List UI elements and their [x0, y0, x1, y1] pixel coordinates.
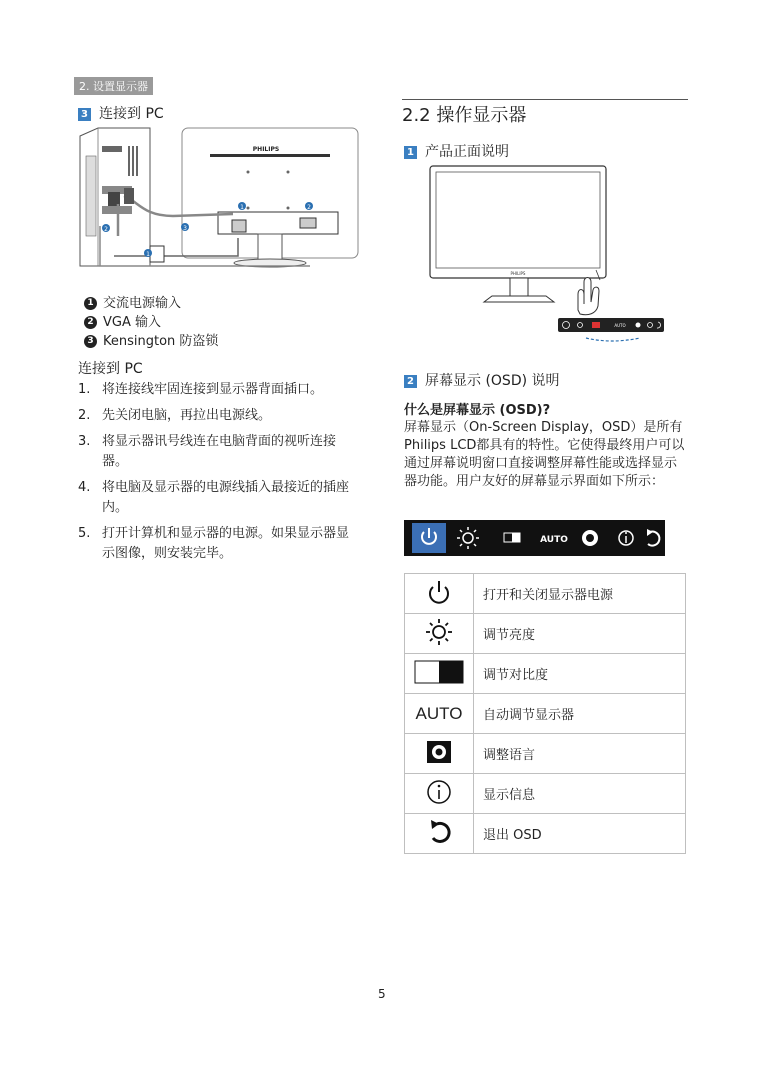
auto-icon: AUTO — [405, 694, 474, 734]
section-number-badge: 3 — [78, 108, 91, 121]
legend-number: 2 — [84, 316, 97, 329]
brightness-icon — [405, 614, 474, 654]
legend-label: 交流电源输入 — [103, 296, 182, 311]
page-title: 2.2 操作显示器 — [402, 105, 527, 126]
step-number: 3. — [78, 434, 91, 449]
step-number: 5. — [78, 526, 91, 541]
table-row — [405, 734, 686, 774]
page-number: 5 — [378, 987, 386, 1001]
section-title: 屏幕显示 (OSD) 说明 — [425, 373, 560, 389]
osd-function-table — [404, 573, 686, 854]
step-text: 先关闭电脑，再拉出电源线。 — [102, 408, 272, 423]
language-icon — [405, 734, 474, 774]
osd-function-label: 调节亮度 — [474, 614, 686, 654]
osd-bar-auto: AUTO — [540, 535, 568, 545]
info-icon — [405, 774, 474, 814]
step-item — [78, 380, 357, 400]
monitor-brand: PHILIPS — [510, 271, 526, 276]
legend-item — [84, 292, 218, 311]
steps-list — [78, 380, 357, 564]
legend-label: VGA 输入 — [103, 315, 161, 330]
callout-3: 3 — [183, 225, 187, 232]
diagram-legend — [84, 292, 218, 349]
osd-function-label: 打开和关闭显示器电源 — [474, 574, 686, 614]
section-2-heading — [404, 370, 560, 390]
step-number: 2. — [78, 408, 91, 423]
section-title: 连接到 PC — [99, 106, 164, 122]
osd-function-label: 自动调节显示器 — [474, 694, 686, 734]
legend-item — [84, 330, 218, 349]
table-row — [405, 774, 686, 814]
connection-diagram — [78, 126, 360, 274]
step-item — [78, 406, 357, 426]
button-strip-auto: AUTO — [614, 323, 626, 328]
step-text: 将显示器讯号线连在电脑背面的视听连接器。 — [102, 434, 337, 469]
step-item — [78, 478, 357, 518]
legend-item — [84, 311, 218, 330]
callout-1: 1 — [240, 204, 244, 211]
table-row — [405, 814, 686, 854]
table-row — [405, 654, 686, 694]
legend-number: 3 — [84, 335, 97, 348]
step-text: 将电脑及显示器的电源线插入最接近的插座内。 — [102, 480, 350, 515]
contrast-icon — [405, 654, 474, 694]
osd-function-label: 显示信息 — [474, 774, 686, 814]
step-item — [78, 432, 357, 472]
osd-paragraph: 屏幕显示（On-Screen Display，OSD）是所有 Philips LCD都具有的特性。它使得最终用户可以通过屏幕说明窗口直接调整屏幕性能或选择显示器功能。用户友好的屏幕显示界面如下所示： — [404, 420, 685, 489]
osd-function-label: 退出 OSD — [474, 814, 686, 854]
diagram-brand: PHILIPS — [252, 146, 280, 153]
osd-function-label: 调整语言 — [474, 734, 686, 774]
section-number-badge: 2 — [404, 375, 417, 388]
osd-menu-bar — [404, 520, 665, 556]
title-rule — [402, 99, 688, 100]
step-number: 4. — [78, 480, 91, 495]
section-title: 产品正面说明 — [425, 144, 509, 160]
osd-bar-icons — [404, 520, 665, 556]
section-number-badge: 1 — [404, 146, 417, 159]
section-header-tag: 2. 设置显示器 — [74, 77, 153, 95]
table-row — [405, 574, 686, 614]
table-row — [405, 614, 686, 654]
legend-number: 1 — [84, 297, 97, 310]
step-text: 将连接线牢固连接到显示器背面插口。 — [102, 382, 324, 397]
power-icon — [405, 574, 474, 614]
monitor-front-diagram — [428, 164, 670, 346]
callout-pc-2: 2 — [104, 226, 108, 233]
callout-2: 2 — [307, 204, 311, 211]
osd-function-label: 调节对比度 — [474, 654, 686, 694]
legend-label: Kensington 防盗锁 — [103, 334, 219, 349]
exit-icon — [405, 814, 474, 854]
step-number: 1. — [78, 382, 91, 397]
section-3-heading — [78, 103, 164, 123]
step-item — [78, 524, 357, 564]
osd-question: 什么是屏幕显示 (OSD)? — [404, 403, 551, 418]
step-text: 打开计算机和显示器的电源。如果显示器显示图像，则安装完毕。 — [102, 526, 350, 561]
section-1-heading — [404, 141, 509, 161]
callout-pc-1: 1 — [146, 251, 150, 258]
steps-heading: 连接到 PC — [78, 361, 143, 377]
table-row — [405, 694, 686, 734]
